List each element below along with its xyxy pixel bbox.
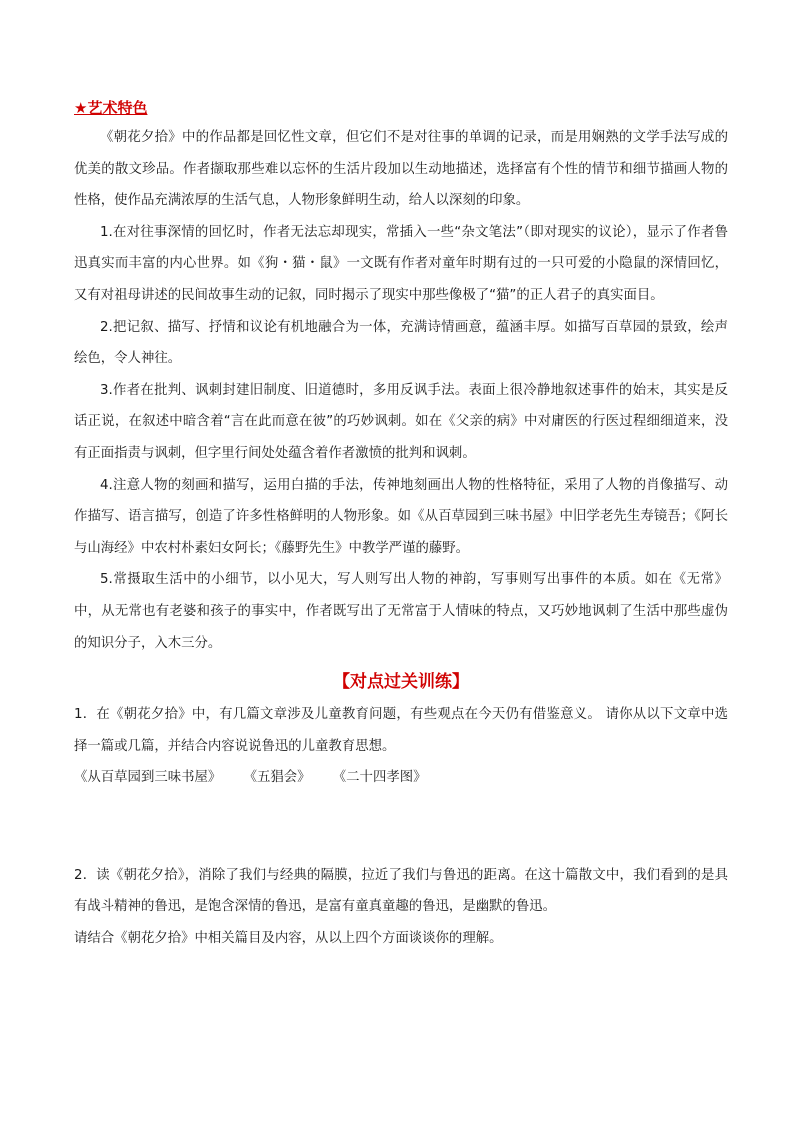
question-2: 2．读《朝花夕拾》，消除了我们与经典的隔膜，拉近了我们与鲁迅的距离。在这十篇散文中，我们看到的是具有战斗精神的鲁迅，是饱含深情的鲁迅，是富有童真童趣的鲁迅，是幽默的鲁迅。 [74,867,728,915]
section-title: ★艺术特色 [74,99,148,117]
feature-paragraph-4: 4.注意人物的刻画和描写，运用白描的手法，传神地刻画出人物的性格特征，采用了人物的肖像描写、动作描写、语言描写，创造了许多性格鲜明的人物形象。如《从百草园到三味书屋》中旧学老先生寿镜吾；《阿长与山海经》中农村朴素妇女阿长；《藤野先生》中教学严谨的藤野。 [74,477,728,556]
feature-paragraph-1: 1.在对往事深情的回忆时，作者无法忘却现实，常插入一些“杂文笔法”（即对现实的议论），显示了作者鲁迅真实而丰富的内心世界。如《狗・猫・鼠》一文既有作者对童年时期有过的一只可爱的小隐鼠的深情回忆，又有对祖母讲述的民间故事生动的记叙，同时揭示了现实中那些像极了“猫”的正人君子的真实面目。 [74,224,728,303]
book-title: 《从百草园到三味书屋》 [74,770,222,786]
feature-paragraph-3: 3.作者在批判、讽刺封建旧制度、旧道德时，多用反讽手法。表面上很冷静地叙述事件的始末，其实是反话正说，在叙述中暗含着“言在此而意在彼”的巧妙讽刺。如在《父亲的病》中对庸医的行医过程细细道来，没有正面指责与讽刺，但字里行间处处蕴含着作者激愤的批判和讽刺。 [74,382,728,461]
document-page [74,96,728,955]
question-1: 1．在《朝花夕拾》中，有几篇文章涉及儿童教育问题，有些观点在今天仍有借鉴意义。 请你从以下文章中选择一篇或几篇，并结合内容说说鲁迅的儿童教育思想。 [74,707,728,754]
feature-paragraph-5: 5.常摄取生活中的小细节，以小见大，写人则写出人物的神韵，写事则写出事件的本质。如在《无常》中，从无常也有老婆和孩子的事实中，作者既写出了无常富于人情味的特点，又巧妙地讽刺了生活中那些虚伪的知识分子，入木三分。 [74,572,728,651]
book-title: 《二十四孝图》 [332,770,427,786]
book-title: 《五猖会》 [243,770,311,786]
training-title: 【对点过关训练】 [333,672,469,693]
feature-paragraph-2: 2.把记叙、描写、抒情和议论有机地融合为一体，充满诗情画意，蕴涵丰厚。如描写百草园的景致，绘声绘色，令人神往。 [74,319,728,367]
answer-space [74,794,728,860]
question-2-prompt: 请结合《朝花夕拾》中相关篇目及内容，从以上四个方面谈谈你的理解。 [74,931,503,947]
question-1-book-list [74,762,728,794]
intro-paragraph: 《朝花夕拾》中的作品都是回忆性文章，但它们不是对往事的单调的记录，而是用娴熟的文学手法写成的优美的散文珍品。作者撷取那些难以忘怀的生活片段加以生动地描述，选择富有个性的情节和细节描画人物的性格，使作品充满浓厚的生活气息，人物形象鲜明生动，给人以深刻的印象。 [74,130,728,209]
